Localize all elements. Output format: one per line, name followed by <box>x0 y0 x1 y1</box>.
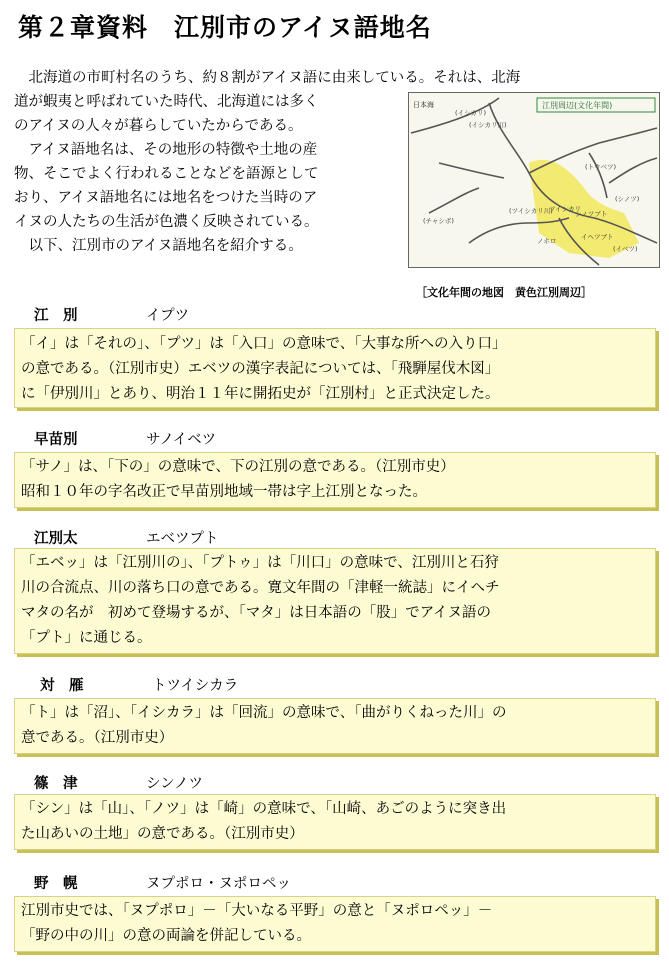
intro-line: 道が蝦夷と呼ばれていた時代、北海道には多く <box>14 94 319 110</box>
intro-line: アイヌ語地名は、その地形の特徴や土地の産 <box>14 142 318 158</box>
entry-reading: イプツ <box>146 308 190 324</box>
map-title-label: 江別周辺(文化年間) <box>542 101 613 110</box>
entry-heading <box>40 674 340 694</box>
intro-line: 北海道の市町村名のうち、約８割がアイヌ語に由来している。それは、北海 <box>14 70 521 86</box>
intro-line: おり、アイヌ語地名には地名をつけた当時のア <box>14 190 318 206</box>
entry-line: た山あいの土地」の意である。（江別市史） <box>21 826 304 842</box>
map-place-label: (トウベツ) <box>585 163 617 171</box>
map-place-label: (シノツ) <box>615 195 640 203</box>
intro-line: イヌの人たちの生活が色濃く反映されている。 <box>14 214 319 230</box>
entry-reading: シンノツ <box>146 776 204 792</box>
entry-line: に「伊別川」とあり、明治１１年に開拓史が「江別村」と正式決定した。 <box>21 386 500 402</box>
entry-name: 江別太 <box>34 531 78 547</box>
entry-name: 篠 津 <box>34 776 78 792</box>
entry-reading: トツイシカラ <box>152 678 239 694</box>
intro-line: 物、そこでよく行われることなどを語源として <box>14 166 319 182</box>
map-place-label: (ツイシカリ川) <box>509 207 553 215</box>
entry-box <box>14 452 656 508</box>
map-place-label: (イベツ) <box>613 245 638 253</box>
map-place-label: イヘツブト <box>581 233 614 241</box>
entry-reading: エベツプト <box>146 531 219 547</box>
map-place-label: (チャシボ) <box>423 217 454 225</box>
entry-box <box>14 548 656 654</box>
map-caption: ［文化年間の地図 黄色江別周辺］ <box>416 286 592 299</box>
entry-line: 「イ」は「それの」、「プツ」は「入口」の意味で、「大事な所への入り口」 <box>21 336 507 352</box>
entry-line: 川の合流点、川の落ち口の意である。寛文年間の「津軽一統誌」にイヘチ <box>21 580 500 596</box>
entry-name: 早苗別 <box>34 432 78 448</box>
entry-heading <box>34 872 394 892</box>
entry-name: 野 幌 <box>34 876 78 892</box>
entry-heading <box>34 527 334 547</box>
intro-line: のアイヌの人々が暮らしていたからである。 <box>14 118 303 134</box>
map-place-label: (イシカリ川) <box>469 121 507 129</box>
entry-box <box>14 896 656 952</box>
entry-name: 江 別 <box>34 308 78 324</box>
map-sea-label: 日本海 <box>413 101 434 109</box>
entry-line: 意である。（江別市史） <box>21 730 174 746</box>
entry-line: マタの名が 初めて登場するが、「マタ」は日本語の「股」でアイヌ語の <box>21 605 491 621</box>
entry-reading: サノイベツ <box>146 432 217 448</box>
entry-heading <box>34 772 334 792</box>
map-drawing <box>409 93 659 267</box>
entry-reading: ヌプポロ・ヌポロペッ <box>146 876 291 892</box>
entry-box <box>14 698 656 754</box>
entry-box <box>14 794 656 850</box>
entry-line: 「エベッ」は「江別川の」、「プトゥ」は「川口」の意味で、江別川と石狩 <box>21 555 499 571</box>
intro-line: 以下、江別市のアイヌ語地名を紹介する。 <box>14 238 303 254</box>
entry-line: の意である。（江別市史）エベツの漢字表記については、「飛騨屋伐木図」 <box>21 361 500 377</box>
entry-line: 「サノ」は、「下の」の意味で、下の江別の意である。（江別市史） <box>21 459 455 475</box>
map-place-label: ノホロ <box>537 237 557 245</box>
entry-line: 江別市史では、「ヌプポロ」－「大いなる平野」の意と「ヌポロペッ」－ <box>21 903 493 919</box>
map-place-label: ツイシカリ <box>549 205 582 213</box>
entry-line: 「シン」は「山」、「ノツ」は「崎」の意味で、「山崎、あごのように突き出 <box>21 801 507 817</box>
page-title: 第２章資料 江別市のアイヌ語地名 <box>18 13 432 42</box>
entry-heading <box>34 428 334 448</box>
map-place-label: (イシカリ) <box>455 109 487 117</box>
entry-line: 「野の中の川」の意の両論を併記している。 <box>21 928 311 944</box>
entry-line: 「プト」に通じる。 <box>21 630 152 646</box>
entry-heading <box>34 304 334 324</box>
entry-name: 対 雁 <box>40 678 84 694</box>
historical-map <box>408 92 660 268</box>
entry-line: 昭和１０年の字名改正で早苗別地域一帯は字上江別となった。 <box>21 484 427 500</box>
map-place-label: シノツブト <box>575 210 608 218</box>
entry-box <box>14 328 656 408</box>
entry-line: 「ト」は「沼」、「イシカラ」は「回流」の意味で、「曲がりくねった川」の <box>21 705 507 721</box>
